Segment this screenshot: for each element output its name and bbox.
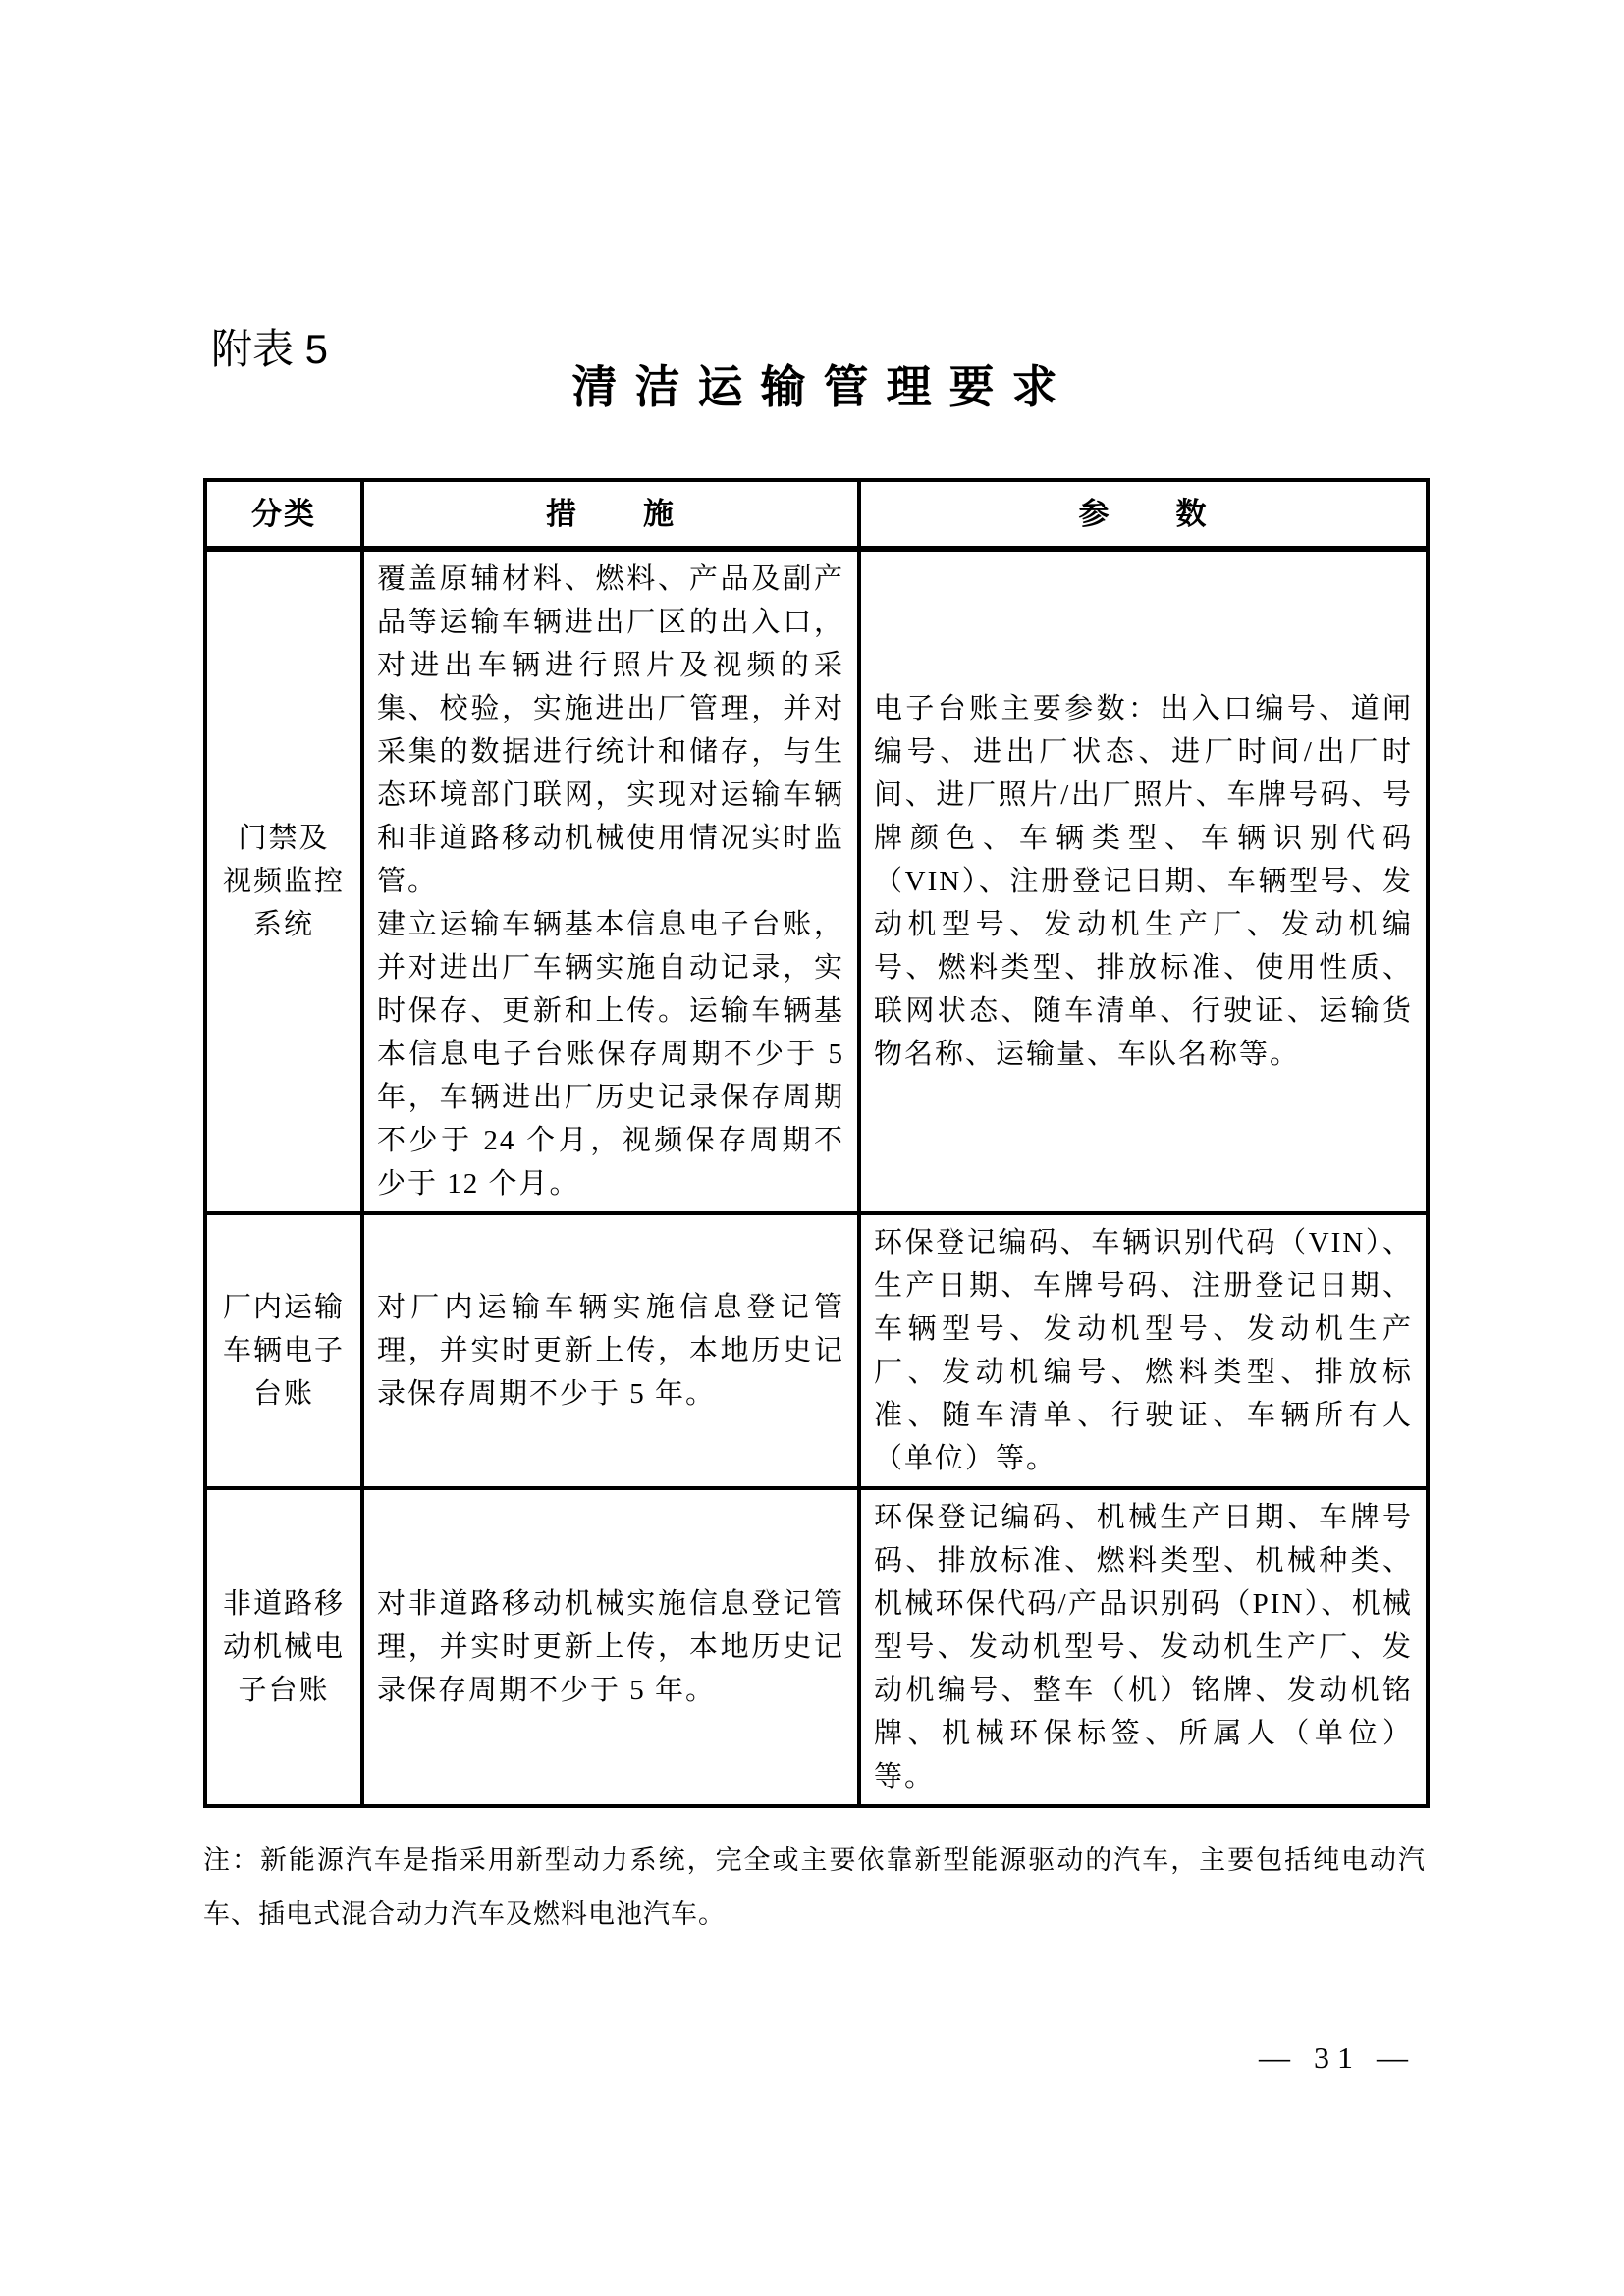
category-line: 动机械电 bbox=[222, 1631, 345, 1663]
parameters-text: 环保登记编码、机械生产日期、车牌号码、排放标准、燃料类型、机械种类、机械环保代码/产品识别码（PIN）、机械型号、发动机型号、发动机生产厂、发动机编号、整车（机）铭牌、发动机铭牌、机械环保标签、所属人（单位）等。 bbox=[874, 1502, 1413, 1792]
category-line: 视频监控 bbox=[222, 866, 345, 897]
parameters-text: 电子台账主要参数：出入口编号、道闸编号、进出厂状态、进厂时间/出厂时间、进厂照片/出厂照片、车牌号码、号牌颜色、车辆类型、车辆识别代码（VIN）、注册登记日期、车辆型号、发动机型号、发动机生产厂、发动机编号、燃料类型、排放标准、使用性质、联网状态、随车清单、行驶证、运输货物名称、运输量、车队名称等。 bbox=[874, 693, 1413, 1070]
measures-paragraph: 覆盖原辅材料、燃料、产品及副产品等运输车辆进出厂区的出入口，对进出车辆进行照片及视频的采集、校验，实施进出厂管理，并对采集的数据进行统计和储存，与生态环境部门联网，实现对运输车辆和非道路移动机械使用情况实时监管。 bbox=[377, 563, 844, 897]
measures-paragraph: 建立运输车辆基本信息电子台账，并对进出厂车辆实施自动记录，实时保存、更新和上传。运输车辆基本信息电子台账保存周期不少于 5 年，车辆进出厂历史记录保存周期不少于 24 个月，视频保存周期不少于 12 个月。 bbox=[377, 909, 844, 1200]
category-cell bbox=[205, 1213, 362, 1488]
table-row bbox=[205, 1488, 1428, 1806]
table-header-row bbox=[205, 480, 1428, 549]
category-cell bbox=[205, 1488, 362, 1806]
category-line: 门禁及 bbox=[238, 823, 330, 854]
measures-cell bbox=[362, 1213, 859, 1488]
header-category: 分类 bbox=[205, 480, 362, 549]
measures-paragraph: 对非道路移动机械实施信息登记管理，并实时更新上传，本地历史记录保存周期不少于 5 年。 bbox=[377, 1588, 844, 1706]
parameters-cell bbox=[859, 1213, 1428, 1488]
category-line: 厂内运输 bbox=[222, 1292, 345, 1323]
requirements-table bbox=[203, 478, 1430, 1808]
page-title: 清洁运输管理要求 bbox=[571, 361, 1075, 412]
parameters-text: 环保登记编码、车辆识别代码（VIN）、生产日期、车牌号码、注册登记日期、车辆型号、发动机型号、发动机生产厂、发动机编号、燃料类型、排放标准、随车清单、行驶证、车辆所有人（单位）等。 bbox=[874, 1227, 1413, 1474]
header-parameters: 参 数 bbox=[859, 480, 1428, 549]
parameters-cell bbox=[859, 1488, 1428, 1806]
footnote: 注：新能源汽车是指采用新型动力系统，完全或主要依靠新型能源驱动的汽车，主要包括纯电动汽车、插电式混合动力汽车及燃料电池汽车。 bbox=[203, 1845, 1426, 1929]
measures-paragraph: 对厂内运输车辆实施信息登记管理，并实时更新上传，本地历史记录保存周期不少于 5 年。 bbox=[377, 1292, 844, 1410]
measures-cell bbox=[362, 549, 859, 1213]
table-row bbox=[205, 549, 1428, 1213]
parameters-cell bbox=[859, 549, 1428, 1213]
category-line: 系统 bbox=[252, 909, 314, 940]
annex-label: 附表 5 bbox=[211, 326, 329, 372]
category-line: 非道路移 bbox=[222, 1588, 345, 1620]
category-line: 子台账 bbox=[238, 1675, 330, 1706]
page-number: — 31 — bbox=[1259, 2040, 1416, 2075]
category-line: 台账 bbox=[252, 1378, 314, 1410]
category-cell bbox=[205, 549, 362, 1213]
table-row bbox=[205, 1213, 1428, 1488]
category-line: 车辆电子 bbox=[222, 1335, 345, 1366]
header-measures: 措 施 bbox=[362, 480, 859, 549]
measures-cell bbox=[362, 1488, 859, 1806]
